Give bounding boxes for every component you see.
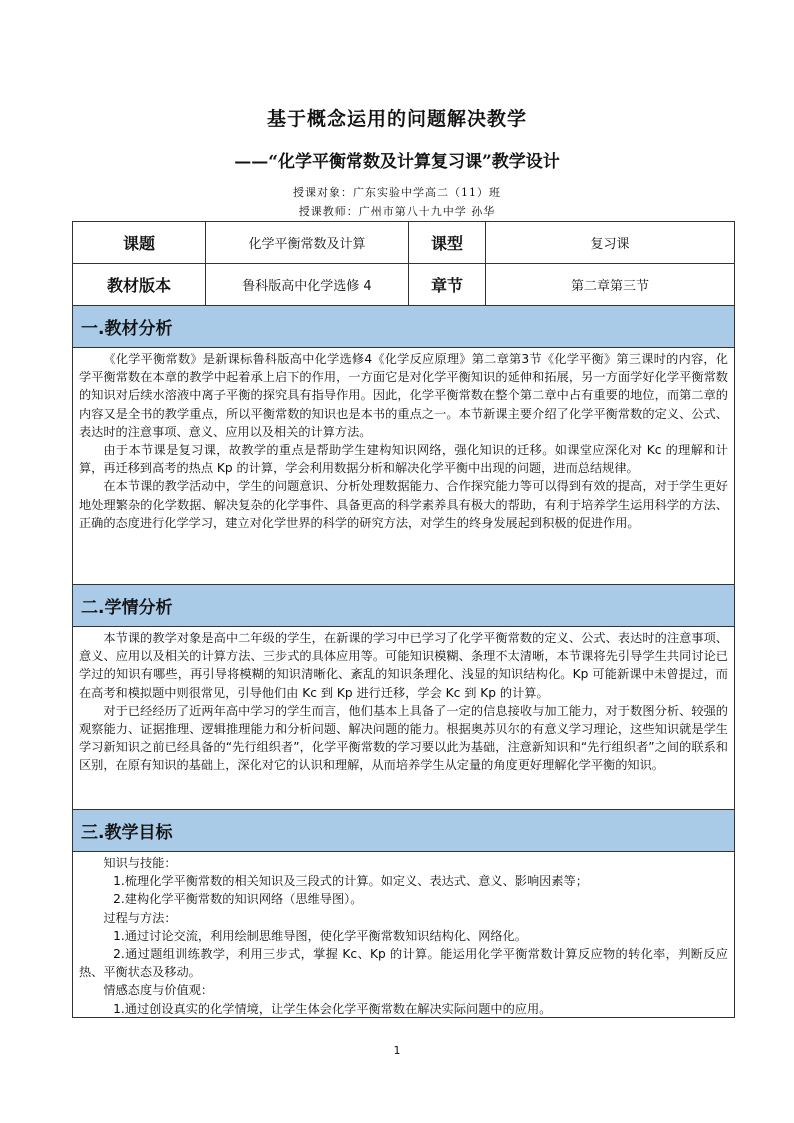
goal-line: 知识与技能：	[103, 856, 177, 870]
info-row-edition	[73, 264, 734, 306]
paragraph: 在本节课的教学活动中，学生的问题意识、分析处理数据能力、合作探究能力等可以得到有效的提高，对于学生更好地处理繁杂的化学数据、解决复杂的化学事件、具备更高的科学素养具有极大的帮助，有利于培养学生运用科学的方法、正确的态度进行化学学习，建立对化学世界的科学的研究方法，对学生的终身发展起到积极的促进作用。	[79, 479, 728, 530]
page-number: 1	[393, 1044, 401, 1057]
document-title: 基于概念运用的问题解决教学	[266, 108, 527, 130]
section-body-student-analysis	[73, 627, 734, 810]
topic-value: 化学平衡常数及计算	[206, 222, 409, 263]
edition-value: 鲁科版高中化学选修 4	[206, 264, 409, 305]
section-body-textbook-analysis	[73, 348, 734, 585]
goal-line: 情感态度与价值观：	[103, 983, 214, 998]
goal-line: 2.建构化学平衡常数的知识网络（思维导图）。	[113, 892, 363, 907]
edition-label: 教材版本	[73, 264, 206, 305]
paragraph: 本节课的教学对象是高中二年级的学生，在新课的学习中已学习了化学平衡常数的定义、公式、表达时的注意事项、意义、应用以及相关的计算方法、三步式的具体应用等。可能知识模糊、条理不太清晰，本节课将先引导学生共同讨论已学过的知识有哪些，再引导将模糊的知识清晰化、紊乱的知识条理化、浅显的知识结构化。Kp 可能新课中未曾提过，而在高考和模拟题中则很常见，引导他们由 Kc 到 Kp 进行迁移，学会 Kc 到 Kp 的计算。	[79, 631, 728, 700]
goal-line: 过程与方法：	[103, 910, 177, 925]
type-label: 课型	[409, 222, 486, 263]
teacher-line: 授课教师：广州市第八十九中学 孙华	[298, 205, 496, 218]
section-body-teaching-goals	[73, 852, 734, 1017]
info-row-topic	[73, 222, 734, 264]
goal-line: 2.通过题组训练教学，利用三步式，掌握 Kc、Kp 的计算。能运用化学平衡常数计算反应物的转化率，判断反应热、平衡状态及移动。	[79, 947, 728, 980]
chapter-label: 章节	[409, 264, 486, 305]
lesson-plan-table	[72, 221, 735, 1018]
section-heading-textbook-analysis: 一.教材分析	[73, 306, 734, 348]
goal-line: 1.通过讨论交流，利用绘制思维导图，使化学平衡常数知识结构化、网络化。	[113, 928, 527, 943]
paragraph: 《化学平衡常数》是新课标鲁科版高中化学选修4《化学反应原理》第二章第3节《化学平衡》第三课时的内容，化学平衡常数在本章的教学中起着承上启下的作用，一方面它是对化学平衡知识的延伸和拓展，另一方面学好化学平衡常数的知识对后续水溶液中离子平衡的探究具有指导作用。因此，化学平衡常数在整个第二章中占有重要的地位，而第二章的内容又是全书的教学重点，所以平衡常数的知识也是本书的重点之一。本节新课主要介绍了化学平衡常数的定义、公式、表达时的注意事项、意义、应用以及相关的计算方法。	[79, 352, 728, 439]
section-heading-teaching-goals: 三.教学目标	[73, 810, 734, 852]
type-value: 复习课	[590, 237, 630, 252]
audience-line: 授课对象：广东实验中学高二（11）班	[293, 186, 501, 199]
document-subtitle: ——“化学平衡常数及计算复习课”教学设计	[234, 152, 560, 172]
paragraph: 由于本节课是复习课，故教学的重点是帮助学生建构知识网络，强化知识的迁移。如课堂应深化对 Kc 的理解和计算，再迁移到高考的热点 Kp 的计算，学会利用数据分析和解决化学平衡中出现的问题，进而总结规律。	[79, 443, 728, 476]
goal-line: 1.通过创设真实的化学情境，让学生体会化学平衡常数在解决实际问题中的应用。	[113, 1001, 552, 1016]
goal-line: 1.梳理化学平衡常数的相关知识及三段式的计算。如定义、表达式、意义、影响因素等；	[113, 874, 588, 889]
paragraph: 对于已经经历了近两年高中学习的学生而言，他们基本上具备了一定的信息接收与加工能力，对于数图分析、较强的观察能力、证据推理、逻辑推理能力和分析问题、解决问题的能力。根据奥苏贝尔的有意义学习理论，这些知识就是学生学习新知识之前已经具备的“先行组织者”，化学平衡常数的学习要以此为基础，注意新知识和“先行组织者”之间的联系和区别，在原有知识的基础上，深化对它的认识和理解，从而培养学生从定量的角度更好理解化学平衡的知识。	[79, 703, 728, 773]
topic-label: 课题	[73, 222, 206, 263]
chapter-value: 第二章第三节	[570, 279, 649, 294]
section-heading-student-analysis: 二.学情分析	[73, 585, 734, 627]
